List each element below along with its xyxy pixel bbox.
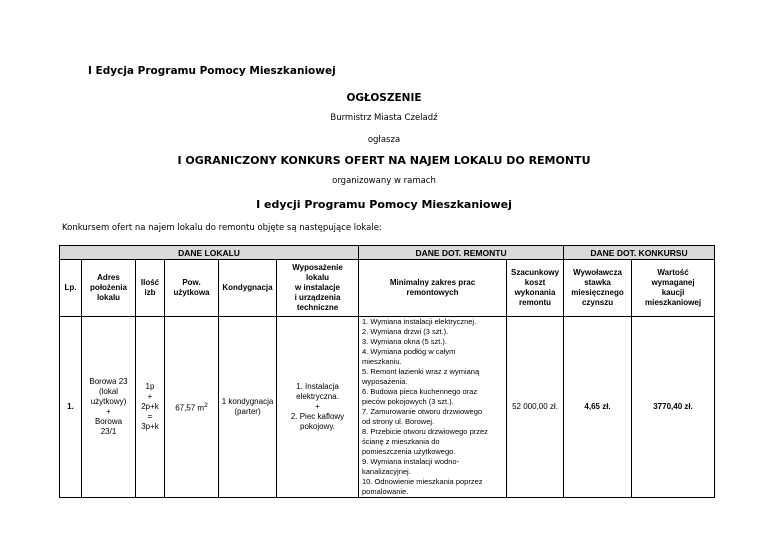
scope-line: kanalizacyjnej. [362, 467, 411, 476]
cell-equipment-line: + [315, 402, 320, 411]
cell-deposit: 3770,40 zł. [632, 317, 715, 498]
group-header-lokal: DANE LOKALU [60, 246, 359, 260]
col-header-rate [564, 260, 632, 317]
cell-area-value: 67,57 m [175, 403, 205, 413]
col-header-cost-line: remontu [519, 298, 552, 307]
cell-address-line: Borowa [94, 417, 123, 426]
col-header-deposit-line: wymaganej [651, 278, 695, 287]
col-header-area-line: użytkowa [173, 288, 210, 297]
cell-floor-line: 1 kondygnacja [221, 397, 274, 406]
announces-text: ogłasza [367, 135, 401, 145]
table-row [60, 317, 715, 498]
cell-rooms [136, 317, 165, 498]
scope-line: pieców pokojowych (3 szt.). [362, 397, 454, 406]
scope-line: 1. Wymiana instalacji elektrycznej. [362, 317, 477, 326]
col-header-address [82, 260, 136, 317]
announcement-heading: OGŁOSZENIE [346, 92, 422, 104]
cell-floor-line: (parter) [234, 407, 261, 416]
col-header-equipment-line: lokalu [305, 273, 330, 282]
col-header-deposit-line: kaucji [661, 288, 685, 297]
scope-line: od strony ul. Borowej. [362, 417, 435, 426]
col-header-cost-line: wykonania [514, 288, 556, 297]
organized-text: organizowany w ramach [332, 176, 436, 186]
cell-address [82, 317, 136, 498]
col-header-cost-line: koszt [524, 278, 546, 287]
cell-scope [359, 317, 507, 498]
cell-address-line: (lokal [98, 387, 119, 396]
col-header-deposit [632, 260, 715, 317]
cell-equipment-line: elektryczna. [296, 392, 339, 401]
col-header-scope [359, 260, 507, 317]
cell-equipment-line: pokojowy. [300, 422, 335, 431]
scope-line: 3. Wymiana okna (5 szt.). [362, 337, 447, 346]
scope-line: mieszkaniu. [362, 357, 402, 366]
issuer: Burmistrz Miasta Czeladź [330, 113, 438, 123]
cell-rooms-line: = [147, 412, 153, 421]
scope-line: 4. Wymiana podłóg w całym [362, 347, 456, 356]
scope-line: pomieszczenia użytkowego. [362, 447, 456, 456]
col-header-deposit-line: Wartość [657, 268, 689, 277]
scope-line: 9. Wymiana instalacji wodno- [362, 457, 460, 466]
intro-text: Konkursem ofert na najem lokalu do remontu objęte są następujące lokale: [62, 223, 382, 233]
cell-equipment [277, 317, 359, 498]
scope-line: 5. Remont łazienki wraz z wymianą [362, 367, 480, 376]
scope-line: 2. Wymiana drzwi (3 szt.). [362, 327, 449, 336]
col-header-rate-line: stawka [584, 278, 611, 287]
scope-line: wyposażenia. [362, 377, 408, 386]
col-header-equipment-line: techniczne [296, 303, 339, 312]
col-header-scope-line: Minimalny zakres prac [389, 278, 476, 287]
col-header-floor: Kondygnacja [219, 260, 277, 317]
col-header-deposit-line: mieszkaniowej [645, 298, 702, 307]
col-header-address-line: położenia [90, 283, 127, 292]
edition-title: I edycji Programu Pomocy Mieszkaniowej [256, 198, 512, 211]
col-header-cost [507, 260, 564, 317]
group-header-remont: DANE DOT. REMONTU [359, 246, 564, 260]
cell-rooms-line: 3p+k [141, 422, 159, 431]
cell-equipment-line: 2. Piec kaflowy [290, 412, 345, 421]
col-header-equipment-line: Wyposażenie [292, 263, 343, 272]
scope-line: 7. Zamurowanie otworu drzwiowego [362, 407, 483, 416]
cell-rate: 4,65 zł. [564, 317, 632, 498]
cell-area [165, 317, 219, 498]
cell-address-line: 23/1 [100, 427, 117, 436]
cell-equipment-line: 1. Instalacja [296, 382, 339, 391]
cell-cost: 52 000,00 zł. [507, 317, 564, 498]
col-header-equipment-line: w instalacje [295, 283, 340, 292]
col-header-rooms-line: izb [144, 288, 156, 297]
competition-title: I OGRANICZONY KONKURS OFERT NA NAJEM LOKALU DO REMONTU [177, 154, 591, 167]
col-header-rate-line: miesięcznego [571, 288, 624, 297]
col-header-equipment [277, 260, 359, 317]
cell-rooms-line: 2p+k [141, 402, 159, 411]
cell-rooms-line: 1p [145, 382, 155, 391]
scope-line: pomalowanie. [362, 487, 409, 496]
col-header-area [165, 260, 219, 317]
scope-line: 6. Budowa pieca kuchennego oraz [362, 387, 478, 396]
col-header-lp: Lp. [60, 260, 82, 317]
cell-floor [219, 317, 277, 498]
col-header-address-line: lokalu [96, 293, 121, 302]
offer-table [59, 245, 715, 498]
col-header-area-line: Pow. [182, 278, 201, 287]
group-header-konkurs: DANE DOT. KONKURSU [564, 246, 715, 260]
scope-line: 8. Przebicie otworu drzwiowego przez [362, 427, 488, 436]
scope-line: 10. Odnowienie mieszkania poprzez [362, 477, 483, 486]
cell-address-line: użytkowy) [90, 397, 127, 406]
cell-rooms-line: + [147, 392, 153, 401]
cell-lp: 1. [60, 317, 82, 498]
col-header-address-line: Adres [97, 273, 120, 282]
col-header-rooms [136, 260, 165, 317]
col-header-scope-line: remontowych [406, 288, 459, 297]
col-header-rooms-line: Ilość [140, 278, 160, 287]
col-header-cost-line: Szacunkowy [511, 268, 560, 277]
col-header-equipment-line: i urządzenia [294, 293, 341, 302]
program-title: I Edycja Programu Pomocy Mieszkaniowej [88, 65, 336, 77]
col-header-rate-line: Wywoławcza [573, 268, 622, 277]
col-header-rate-line: czynszu [581, 298, 614, 307]
cell-address-line: Borowa 23 [89, 377, 128, 386]
cell-address-line: + [106, 407, 111, 416]
scope-line: ścianę z mieszkania do [362, 437, 440, 446]
cell-area-exponent: 2 [204, 401, 208, 409]
